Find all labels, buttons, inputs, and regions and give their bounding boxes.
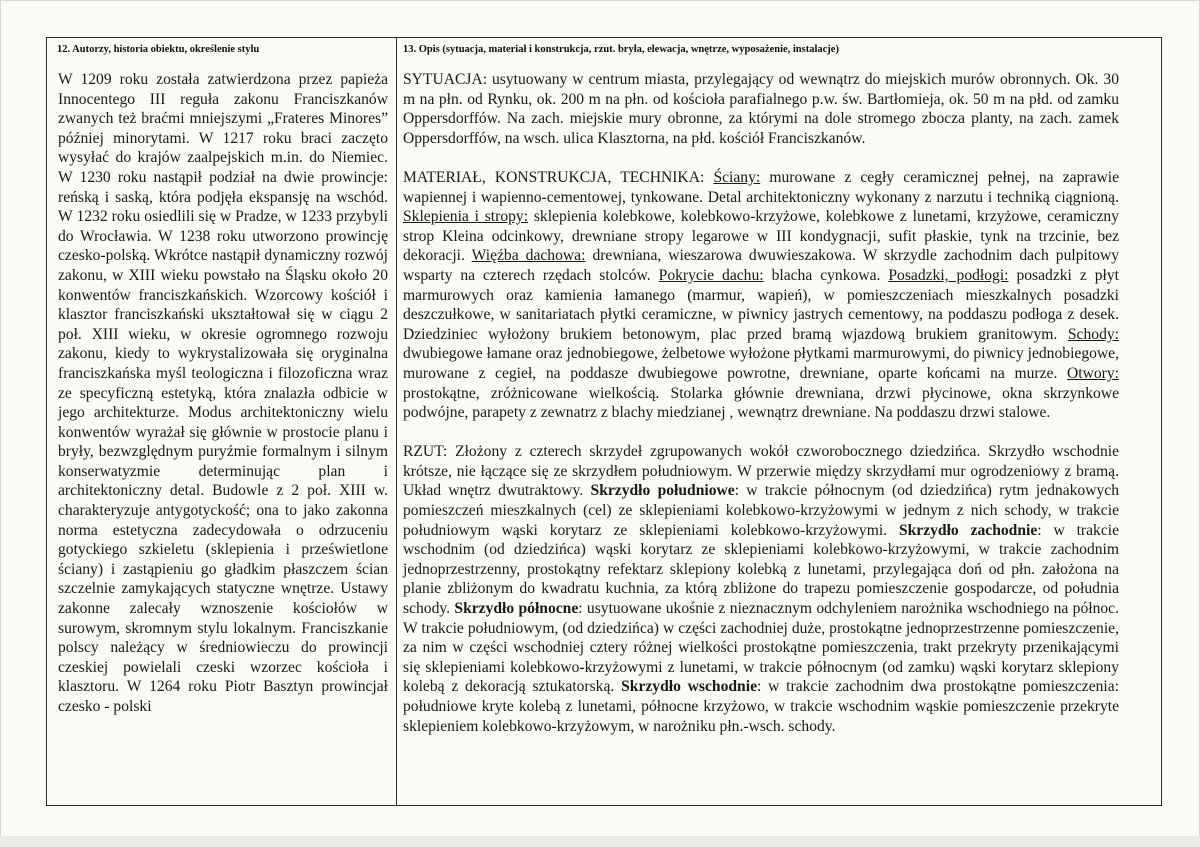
material-intro: MATERIAŁ, KONSTRUKCJA, TECHNIKA: [403, 168, 714, 186]
skrzydlo-wschodnie-text: : w trakcie zachodnim dwa prostokątne pomieszczenia: południowe kryte kolebą z lunetami, północne krzyżowo, w trakcie wschodnim wąskie pomieszczenie przekryte sklepieniem kolebkowo-krzyżowym, w narożniku płn.-wsch. schody. [403, 678, 1119, 735]
section-12-heading: 12. Autorzy, historia obiektu, określenie stylu [57, 44, 260, 55]
posadzki-label: Posadzki, podłogi: [888, 266, 1009, 284]
sciany-text: murowane z cegły ceramicznej pełnej, na zaprawie wapiennej i wapienno-cementowej, tynkowane. Detal architektoniczny wykonany z narzutu i techniką ciągnioną. [403, 168, 1120, 206]
skrzydlo-zachodnie-text: : w trakcie wschodnim (od dziedzińca) wąski korytarz ze sklepieniami kolebkowo-krzyżowymi, w trakcie zachodnim jednoprzestrzenny, prostokątny refektarz sklepiony kolebką z lunetami, przylegająca doń od płn. założona na planie zbliżonym do kwadratu kuchnia, za którą zbliżone do trapezu pomieszczenie gospodarcze, od południa schody. [403, 521, 1119, 618]
skrzydlo-polnocne-label: Skrzydło północne [454, 600, 579, 618]
skrzydlo-polnocne-text: : usytuowane ukośnie z nieznacznym odchyleniem narożnika wschodniego na północ. W trakcie południowym, (od dziedzińca) w części zachodniej duże, prostokątne jednoprzestrzenne pomieszczenie, za nim w części wschodniej cztery różnej wielkości prostokątne pomieszczenia, trakt przekryty przenikającymi się sklepieniami kolebkowo-krzyżowymi z lunetami, w trakcie północnym (od zamku) wąski korytarz sklepiony kolebą z dekoracją sztukatorską. [403, 600, 1119, 696]
wiezba-text: drewniana, wieszarowa dwuwieszakowa. W skrzydle zachodnim dach pulpitowy wsparty na czterech rzędach stolców. [403, 247, 1120, 284]
sklepienia-label: Sklepienia i stropy: [403, 208, 529, 226]
wiezba-label: Więźba dachowa: [471, 247, 586, 265]
scan-bottom-edge [0, 836, 1200, 847]
history-column [58, 70, 388, 717]
rzut-intro: RZUT: Złożony z czterech skrzydeł zgrupowanych wokół czworobocznego dziedzińca. Skrzydło wschodnie krótsze, nie łączące się ze skrzydłem południowym. W przerwie między skrzydłami mur ogrodzeniowy z bramą. Układ wnętrz dwutraktowy. [403, 443, 1119, 500]
material-paragraph [403, 168, 1119, 423]
pokrycie-text: blacha cynkowa. [763, 266, 889, 284]
sklepienia-text: sklepienia kolebkowe, kolebkowo-krzyżowe, kolebkowe z lunetami, krzyżowe, ceramiczny strop Kleina odcinkowy, drewniane stropy legarowe w III kondygnacji, sufit płaskie, tynk na trzcinie, bez dekoracji. [403, 208, 1119, 265]
skrzydlo-poludniowe-text: : w trakcie północnym (od dziedzińca) rytm jednakowych pomieszczeń mieszkalnych (cel) ze sklepieniami kolebkowo-krzyżowymi w jednym z nich schody, w trakcie południowym wąski korytarz ze sklepieniami kolebkowo-krzyżowymi. [403, 482, 1119, 539]
column-divider [396, 37, 397, 805]
section-13-heading: 13. Opis (sytuacja, materiał i konstrukcja, rzut. bryła, elewacja, wnętrze, wyposażenie, instalacje) [403, 44, 839, 55]
rzut-paragraph [403, 442, 1119, 736]
skrzydlo-zachodnie-label: Skrzydło zachodnie [898, 521, 1038, 539]
skrzydlo-poludniowe-label: Skrzydło południowe [590, 482, 735, 500]
schody-text: dwubiegowe łamane oraz jednobiegowe, żelbetowe wyłożone płytkami marmurowymi, do piwnicy jednobiegowe, murowane z cegieł, na poddasze dwubiegowe powrotne, drewniane, oparte końcami na murze. [403, 345, 1119, 382]
sytuacja-paragraph: SYTUACJA: usytuowany w centrum miasta, przylegający od wewnątrz do miejskich murów obronnych. Ok. 30 m na płn. od Rynku, ok. 200 m na płn. od kościoła parafialnego p.w. św. Bartłomieja, ok. 50 m na płd. od zamku Oppersdorffów. Na zach. miejskie mury obronne, za którymi na dole stromego zbocza planty, na zach. zamek Oppersdorffów, na wsch. ulica Klasztorna, na płd. kościół Franciszkanów. [403, 71, 1119, 147]
skrzydlo-wschodnie-label: Skrzydło wschodnie [621, 678, 757, 696]
sciany-label: Ściany: [713, 168, 761, 186]
history-text: W 1209 roku została zatwierdzona przez papieża Innocentego III reguła zakonu Franciszkanów zwanych też braćmi mniejszymi „Frateres Minores” później minorytami. W 1217 roku braci zaczęto wysyłać do krajów zaalpejskich m.in. do Niemiec. W 1230 roku nastąpił podział na dwie prowincje: reńską i saską, która podjęła ekspansję na wschód. W 1232 roku osiedlili się w Pradze, w 1233 przybyli do Wrocławia. W 1238 roku utworzono prowincję czesko-polską. Wkrótce nastąpił dynamiczny rozwój zakonu, w XIII wieku powstało na Śląsku około 20 konwentów franciszkańskich. Wzorcowy kościół i klasztor franciszkański ukształtował się w ciągu 2 poł. XIII wieku, w okresie ogromnego rozwoju zakonu, kiedy to wykrystalizowała się oryginalna franciszkańska myśl teologiczna i filozoficzna wraz ze specyficzną estetyką, która znalazła odbicie w jego architekturze. Modus architektoniczny wielu konwentów wyrażał się głównie w prostocie planu i bryły, bezwzględnym puryźmie formalnym i silnym konserwatyzmie determinując plan i architektoniczny detal. Budowle z 2 poł. XIII w. charakteryzuje antygotyckość; ona to jako zakonna norma estetyczna zadecydowała o odrzuceniu gotyckiego szkieletu (sklepienia i prześwietlone ściany) i zastąpieniu go gładkim płaszczem ścian szczelnie zamykających statyczne wnętrze. Ustawy zakonne zalecały wznoszenie kościołów w surowym, skromnym stylu lokalnym. Franciszkanie polscy należący w średniowieczu do prowincji czeskiej powielali czeski wzorzec kościoła i klasztoru. W 1264 roku Piotr Basztyn prowincjał czesko - polski [58, 71, 388, 715]
schody-label: Schody: [1067, 325, 1119, 343]
posadzki-text: posadzki z płyt marmurowych oraz kamienia łamanego (marmur, wapień), w pomieszczeniach mieszkalnych posadzki deszczułkowe, w sanitariatach płytki ceramiczne, w piwnicy jastrych cementowy, na poddaszu podłoga z desek. Dziedziniec wyłożony brukiem betonowym, plac przed bramą wjazdową brukiem granitowym. [403, 266, 1119, 343]
description-column [403, 70, 1119, 736]
otwory-label: Otwory: [1067, 364, 1119, 382]
otwory-text: prostokątne, zróżnicowane wielkością. Stolarka głównie drewniana, drzwi płycinowe, okna skrzynkowe podwójne, parapety z zewnatrz z blachy miedzianej , wewnątrz drewniane. Na poddaszu drzwi stalowe. [403, 384, 1119, 422]
pokrycie-label: Pokrycie dachu: [658, 266, 764, 284]
